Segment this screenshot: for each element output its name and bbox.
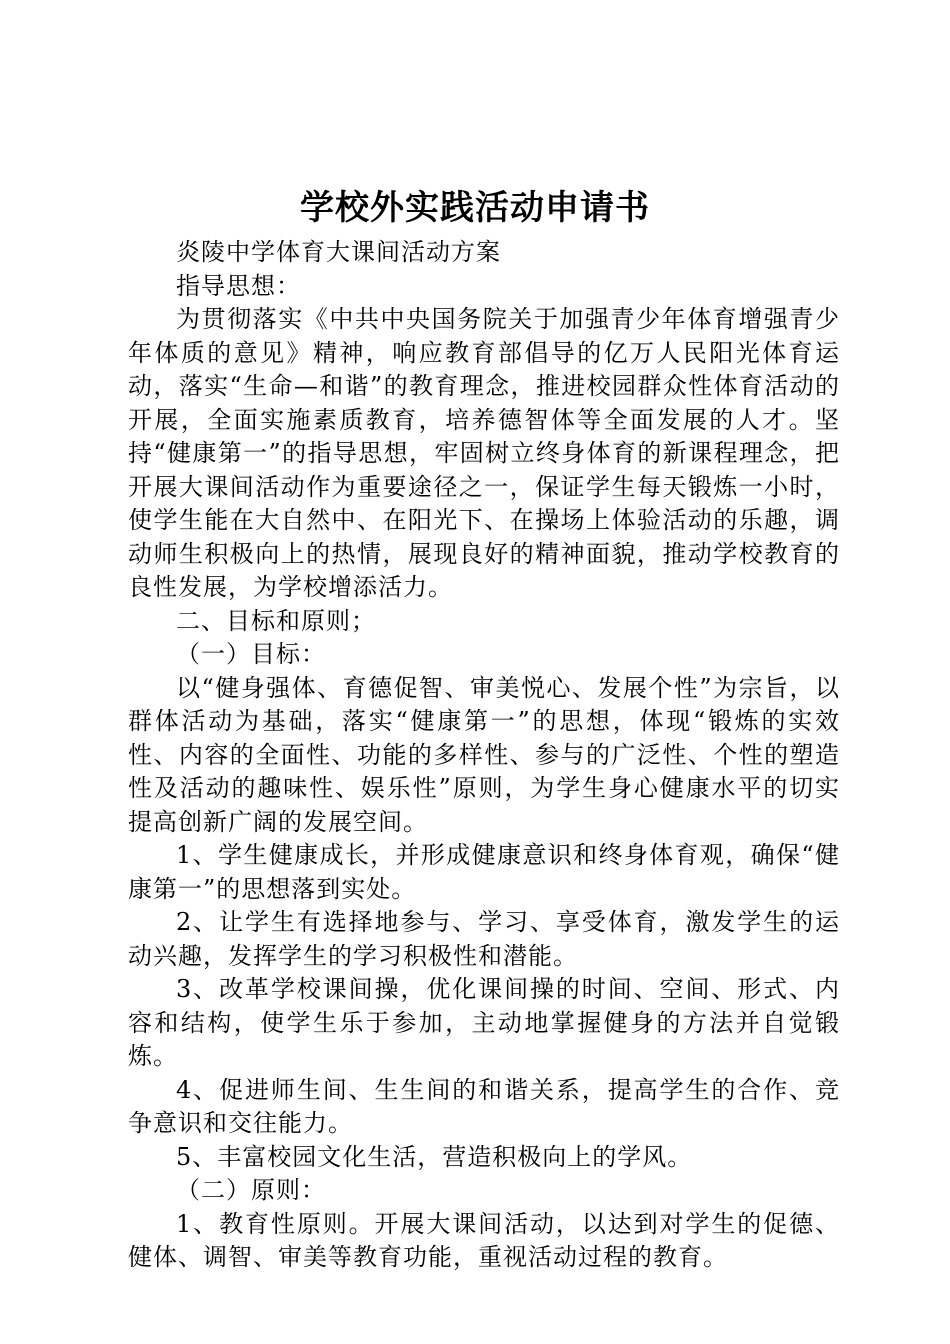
goal-item-4: 4、促进师生间、生生间的和谐关系，提高学生的合作、竞争意识和交往能力。 (128, 1075, 840, 1137)
section-two-heading: 二、目标和原则； (176, 606, 376, 635)
plan-heading: 炎陵中学体育大课间活动方案 (176, 238, 501, 266)
principles-heading: （二）原则： (176, 1176, 326, 1204)
goal-item-1: 1、学生健康成长，并形成健康意识和终身体育观，确保“健康第一”的思想落到实处。 (128, 841, 840, 903)
goal-item-2: 2、让学生有选择地参与、学习、享受体育，激发学生的运动兴趣，发挥学生的学习积极性和潜能。 (128, 908, 840, 970)
guiding-ideology-heading: 指导思想： (176, 271, 301, 300)
principle-item-1: 1、教育性原则。开展大课间活动，以达到对学生的促德、健体、调智、审美等教育功能，重视活动过程的教育。 (128, 1209, 840, 1271)
goals-paragraph: 以“健身强体、育德促智、审美悦心、发展个性”为宗旨，以群体活动为基础，落实“健康第一”的思想，体现“锻炼的实效性、内容的全面性、功能的多样性、参与的广泛性、个性的塑造性及活动的趣味性、娱乐性”原则，为学生身心健康水平的切实提高创新广阔的发展空间。 (128, 673, 840, 836)
document-body (128, 236, 840, 1275)
document-title: 学校外实践活动申请书 (300, 188, 650, 228)
guiding-ideology-paragraph: 为贯彻落实《中共中央国务院关于加强青少年体育增强青少年体质的意见》精神，响应教育部倡导的亿万人民阳光体育运动，落实“生命—和谐”的教育理念，推进校园群众性体育活动的开展，全面实施素质教育，培养德智体等全面发展的人才。坚持“健康第一”的指导思想，牢固树立终身体育的新课程理念，把开展大课间活动作为重要途径之一，保证学生每天锻炼一小时，使学生能在大自然中、在阳光下、在操场上体验活动的乐趣，调动师生积极向上的热情，展现良好的精神面貌，推动学校教育的良性发展，为学校增添活力。 (128, 305, 840, 601)
goal-item-3: 3、改革学校课间操，优化课间操的时间、空间、形式、内容和结构，使学生乐于参加，主动地掌握健身的方法并自觉锻炼。 (128, 975, 840, 1070)
goal-item-5: 5、丰富校园文化生活，营造积极向上的学风。 (176, 1142, 693, 1171)
goals-heading: （一）目标： (176, 640, 326, 668)
